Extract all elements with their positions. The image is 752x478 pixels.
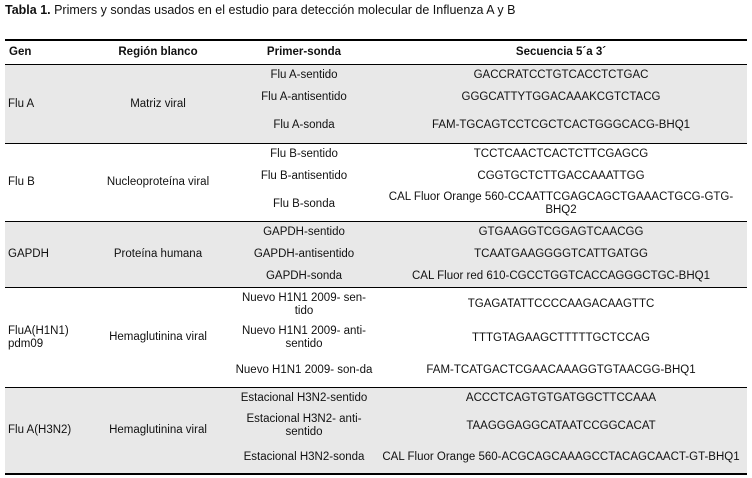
table-row xyxy=(5,288,747,322)
primer-cell: Flu A-sentido xyxy=(233,65,375,87)
table-row xyxy=(5,388,747,410)
sequence-cell: CGGTGCTCTTGACCAAATTGG xyxy=(477,170,645,182)
header-primer: Primer-sonda xyxy=(233,40,375,65)
primer-cell: Estacional H3N2- anti-sentido xyxy=(233,410,375,443)
sequence-cell: GTGAAGGTCGGAGTCAACGG xyxy=(375,222,747,244)
sequence-cell: ACCCTCAGTGTGATGGCTTCCAAA xyxy=(375,388,747,410)
primer-cell: Flu B-antisentido xyxy=(260,170,348,182)
primers-table xyxy=(5,39,747,475)
sequence-cell: TCAATGAAGGGGTCATTGATGG xyxy=(375,244,747,266)
gen-cell: Flu B xyxy=(8,176,35,188)
sequence-cell: TGAGATATTCCCCAAGACAAGTTC xyxy=(467,298,655,311)
gen-cell: Flu A xyxy=(5,65,83,144)
gen-cell: Flu A(H3N2) xyxy=(5,388,83,474)
primer-cell: Nuevo H1N1 2009- sen-tido xyxy=(241,291,366,317)
primer-cell: GAPDH-antisentido xyxy=(233,244,375,266)
primer-cell: GAPDH-sonda xyxy=(233,266,375,288)
primer-cell: Flu B-sentido xyxy=(270,148,338,161)
primer-cell: Flu A-sonda xyxy=(233,109,375,144)
sequence-cell: GGGCATTYTGGACAAAKCGTCTACG xyxy=(375,87,747,109)
caption-text: Primers y sondas usados en el estudio para detección molecular de Influenza A y B xyxy=(50,3,516,17)
caption-label: Tabla 1. xyxy=(5,3,51,17)
region-cell: Hemaglutinina viral xyxy=(83,388,233,474)
gen-cell: FluA(H1N1) pdm09 xyxy=(8,324,69,350)
sequence-cell: CAL Fluor red 610-CGCCTGGTCACCAGGGCTGC-BHQ1 xyxy=(375,266,747,288)
region-cell: Hemaglutinina viral xyxy=(109,331,207,343)
sequence-cell: TTTGTAGAAGCTTTTTGCTCCAG xyxy=(471,331,651,344)
primer-cell: Estacional H3N2-sonda xyxy=(233,443,375,474)
sequence-cell: FAM-TCATGACTCGAACAAAGGTGTAACGG-BHQ1 xyxy=(426,364,696,377)
header-gen: Gen xyxy=(5,40,83,65)
region-cell: Matriz viral xyxy=(83,65,233,144)
region-cell: Proteína humana xyxy=(83,222,233,288)
header-row xyxy=(5,40,747,65)
table-row xyxy=(5,65,747,87)
sequence-cell: CAL Fluor Orange 560-CCAATTCGAGCAGCTGAAACTGCG-GTG-BHQ2 xyxy=(388,191,734,217)
group-gapdh xyxy=(5,222,747,288)
table-row xyxy=(5,222,747,244)
sequence-cell: FAM-TGCAGTCCTCGCTCACTGGGCACG-BHQ1 xyxy=(375,109,747,144)
region-cell: Nucleoproteína viral xyxy=(106,176,210,188)
group-flu-a-h3n2 xyxy=(5,388,747,474)
table-caption xyxy=(5,3,515,17)
sequence-cell: TAAGGGAGGCATAATCCGGCACAT xyxy=(375,410,747,443)
group-flua-h1n1 xyxy=(5,288,747,388)
table-row xyxy=(5,144,747,166)
header-sequence: Secuencia 5´a 3´ xyxy=(375,40,747,65)
group-flu-b xyxy=(5,144,747,222)
header-region: Región blanco xyxy=(83,40,233,65)
sequence-cell: CAL Fluor Orange 560-ACGCAGCAAAGCCTACAGCAACT-GT-BHQ1 xyxy=(375,443,747,474)
primer-cell: Nuevo H1N1 2009- son-da xyxy=(235,364,373,377)
primer-cell: Flu A-antisentido xyxy=(233,87,375,109)
primer-cell: Nuevo H1N1 2009- anti-sentido xyxy=(241,325,366,350)
sequence-cell: TCCTCAACTCACTCTTCGAGCG xyxy=(473,148,649,161)
group-flu-a xyxy=(5,65,747,144)
primer-cell: Estacional H3N2-sentido xyxy=(233,388,375,410)
sequence-cell: GACCRATCCTGTCACCTCTGAC xyxy=(375,65,747,87)
primer-cell: Flu B-sonda xyxy=(272,197,335,210)
gen-cell: GAPDH xyxy=(5,222,83,288)
primer-cell: GAPDH-sentido xyxy=(233,222,375,244)
